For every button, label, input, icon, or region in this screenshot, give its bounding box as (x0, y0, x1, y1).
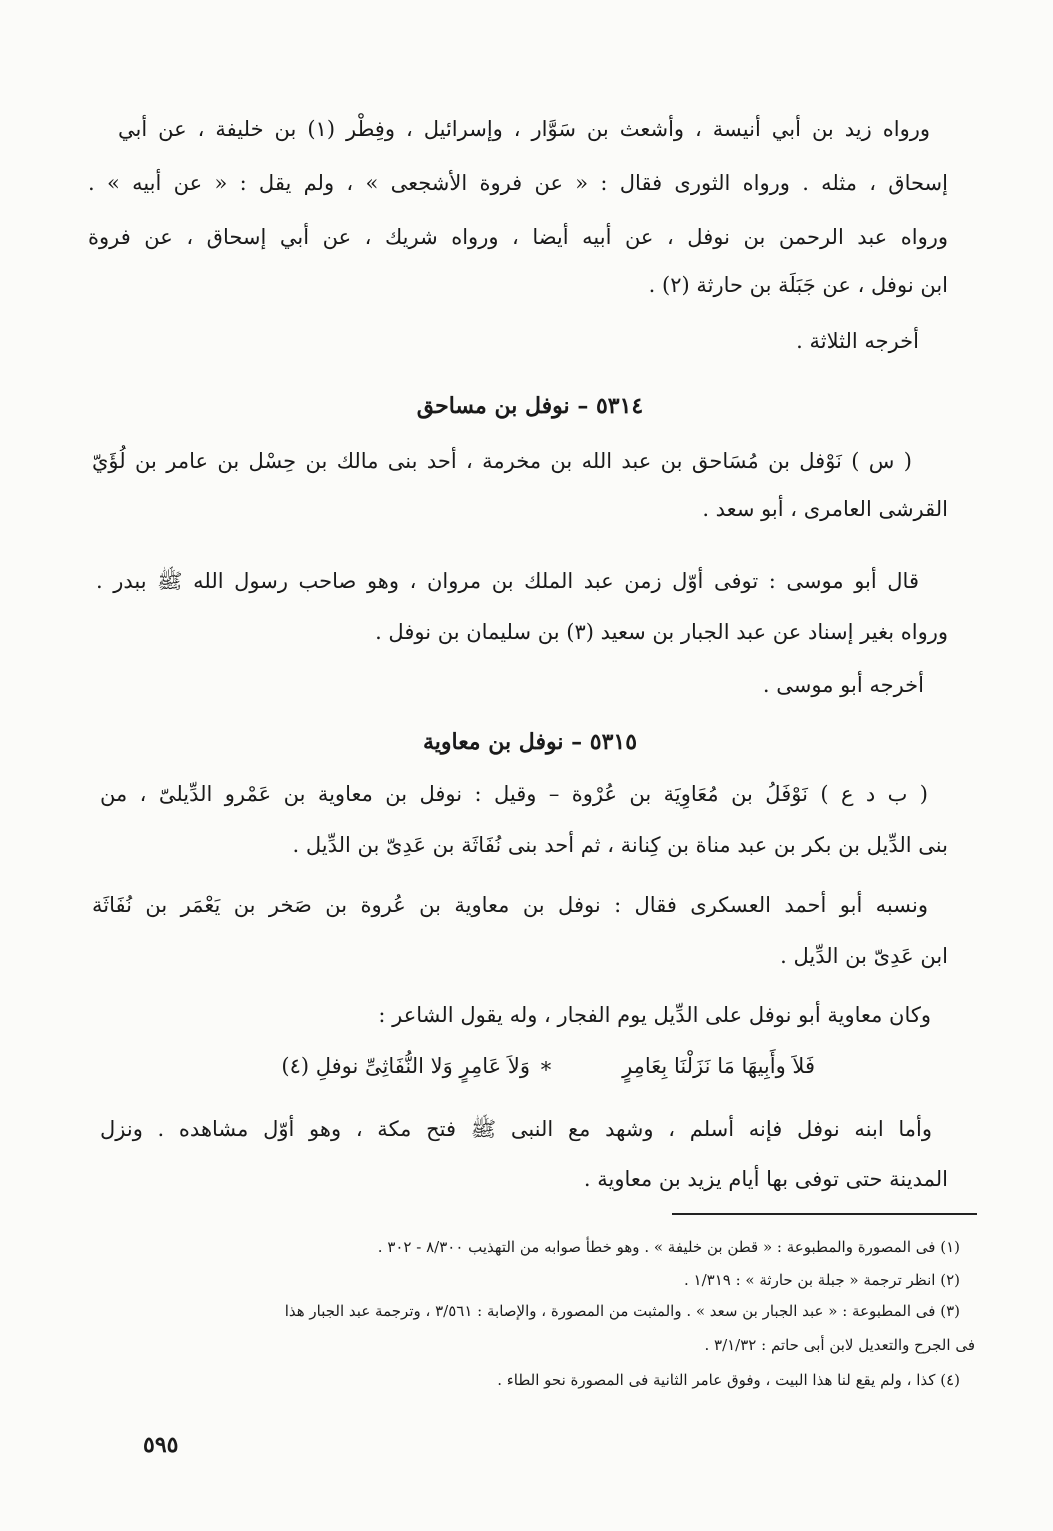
verse-separator: * (540, 1058, 552, 1082)
text-line: ونسبه أبو أحمد العسكرى فقال : نوفل بن معاوية بن عُروة بن صَخر بن يَعْمَر بن نُفَاثَة (92, 893, 928, 917)
footnote: (٤) كذا ، ولم يقع لنا هذا البيت ، وفوق عامر الثانية فى المصورة نحو الطاء . (497, 1371, 960, 1389)
entry-heading: ٥٣١٤ – نوفل بن مساحق (416, 393, 644, 419)
text-line: ابن عَدِىّ بن الدِّيل . (780, 944, 948, 968)
text-line: ورواه بغير إسناد عن عبد الجبار بن سعيد (٣) بن سليمان بن نوفل . (375, 620, 948, 644)
text-line: بنى الدِّيل بن بكر بن عبد مناة بن كِنانة ، ثم أحد بنى نُفَاثَة بن عَدِىّ بن الدِّيل . (292, 833, 948, 857)
page-number: ٥٩٥ (143, 1432, 179, 1458)
entry-heading: ٥٣١٥ – نوفل بن معاوية (422, 729, 638, 755)
text-line: وكان معاوية أبو نوفل على الدِّيل يوم الفجار ، وله يقول الشاعر : (378, 1003, 931, 1027)
text-line: أخرجه الثلاثة . (796, 329, 919, 353)
text-line: قال أبو موسى : توفى أوّل زمن عبد الملك بن مروان ، وهو صاحب رسول الله ﷺ ببدر . (96, 569, 919, 593)
footnote: (٢) انظر ترجمة « جبلة بن حارثة » : ١/٣١٩ . (684, 1271, 960, 1289)
text-line: ( س ) نَوْفل بن مُسَاحق بن عبد الله بن مخرمة ، أحد بنى مالك بن حِسْل بن عامر بن لُؤَيّ (92, 449, 912, 473)
footnote: (٣) فى المطبوعة : « عبد الجبار بن سعد » . والمثبت من المصورة ، والإصابة : ٣/٥٦١ ، وترجمة عبد الجبار هذا (284, 1302, 960, 1320)
text-line: ( ب د ع ) نَوْفَلُ بن مُعَاوِيَة بن عُرْوة – وقيل : نوفل بن معاوية بن عَمْرو الدِّيلىّ ، من (100, 782, 928, 806)
footnote: فى الجرح والتعديل لابن أبى حاتم : ٣/١/٣٢ . (704, 1336, 975, 1354)
verse-hemistich: فَلاَ وأَبِيهَا مَا نَزَلْنَا بِعَامِرٍ (622, 1054, 815, 1078)
text-line: وأما ابنه نوفل فإنه أسلم ، وشهد مع النبى ﷺ فتح مكة ، وهو أوّل مشاهده . ونزل (100, 1117, 932, 1141)
text-line: إسحاق ، مثله . ورواه الثورى فقال : « عن فروة الأشجعى » ، ولم يقل : « عن أبيه » . (88, 171, 948, 195)
footnote-divider (672, 1213, 977, 1215)
text-line: القرشى العامرى ، أبو سعد . (702, 497, 948, 521)
text-line: ابن نوفل ، عن جَبَلَة بن حارثة (٢) . (648, 273, 948, 297)
text-line: ورواه زيد بن أبي أنيسة ، وأشعث بن سَوَّار ، وإسرائيل ، وفِطْر (١) بن خليفة ، عن أبي (118, 117, 930, 141)
text-line: أخرجه أبو موسى . (762, 673, 924, 697)
footnote: (١) فى المصورة والمطبوعة : « قطن بن خليفة » . وهو خطأ صوابه من التهذيب ٨/٣٠٠ - ٣٠٢ . (377, 1238, 960, 1256)
verse-hemistich: وَلاَ عَامِرٍ وَلا النُّفَاثِىِّ نوفلِ (٤) (281, 1054, 530, 1078)
text-line: المدينة حتى توفى بها أيام يزيد بن معاوية . (583, 1167, 948, 1191)
text-line: ورواه عبد الرحمن بن نوفل ، عن أبيه أيضا ، ورواه شريك ، عن أبي إسحاق ، عن فروة (88, 225, 948, 249)
